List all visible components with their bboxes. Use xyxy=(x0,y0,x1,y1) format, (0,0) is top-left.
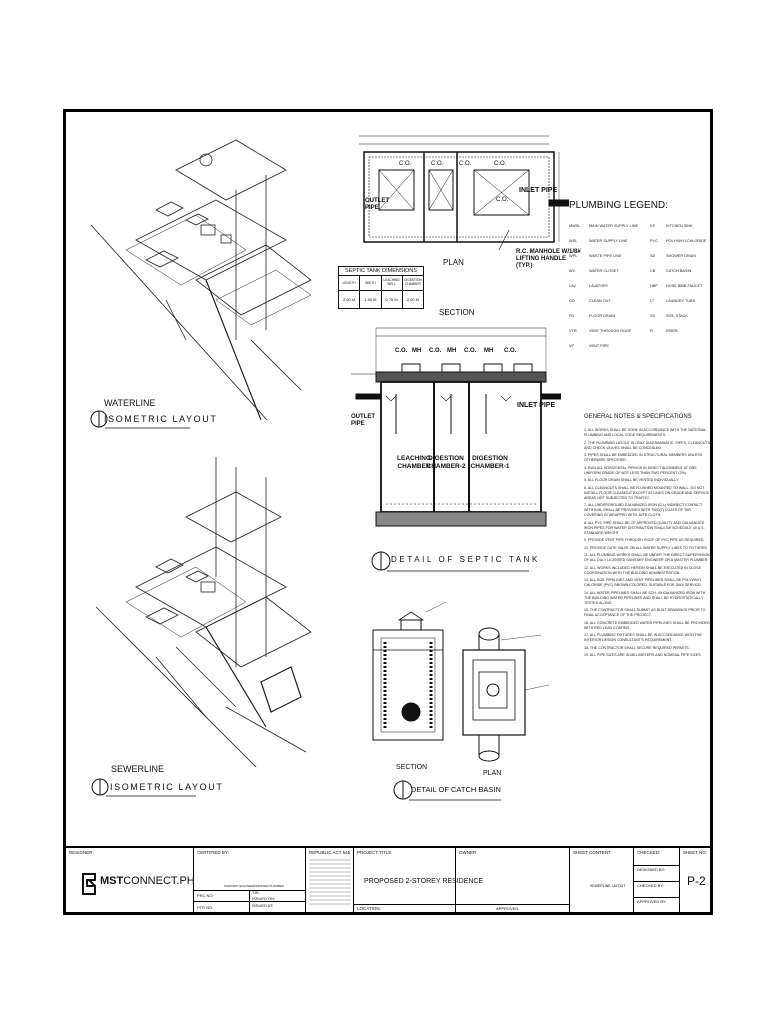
legend-item: SS SOIL STACK xyxy=(650,314,688,318)
sewerline-subtitle: ISOMETRIC LAYOUT xyxy=(110,782,224,792)
tb-issued-at-label: ISSUED AT: xyxy=(252,903,274,908)
drawing-sheet xyxy=(63,109,713,915)
tb-project-title: PROPOSED 2-STOREY RESIDENCE xyxy=(364,878,484,885)
tb-owner-cell xyxy=(456,848,570,914)
note-item: 16. ALL CONCRETE EMBEDDED WATER PIPELINES SHALL BE PROVIDED WITH RED LEAD COATING. xyxy=(584,620,710,630)
mstconnect-logo-icon xyxy=(80,870,102,896)
septic-plan-label: PLAN xyxy=(443,258,464,267)
septic-dimensions-value-row xyxy=(339,291,423,308)
note-item: 7. ALL UNDERGROUND GALVANIZED IRON (G.I.) INDIRECT CONTACT WITH SOIL SHALL BE PROVIDED WITH TWO(2) COATS OF TAR COVERING IN WRAPPED WITH JUTE CLOTH. xyxy=(584,503,703,517)
sewerline-isometric-drawing xyxy=(86,457,316,767)
title-block xyxy=(66,846,710,914)
tb-sheet-content-label: SHEET CONTENT xyxy=(573,850,611,855)
septic-dim-header-length: LENGTH xyxy=(339,276,360,290)
note-item: 18. THE CONTRACTOR SHALL SECURE REQUIRED PERMITS. xyxy=(584,645,690,650)
legend-item: FD FLOOR DRAIN xyxy=(569,314,615,318)
note-item: 10. PROVIDE GATE VALVE ON ALL WATER SUPPLY LINES TO FIXTURES. xyxy=(584,545,708,550)
septic-plan-co-1: C.O. xyxy=(399,161,412,167)
septic-plan-co-5: C.O. xyxy=(496,197,509,203)
tb-sheet-no-label: SHEET NO. xyxy=(683,850,708,855)
septic-tank-plan xyxy=(349,130,569,260)
septic-section-co-2: C.O. xyxy=(429,348,442,354)
legend-item: MWSL MAIN WATER SUPPLY LINE xyxy=(569,224,639,228)
catch-basin-section xyxy=(371,602,451,752)
tb-sheet-no: P-2 xyxy=(687,874,706,888)
septic-section-co-3: C.O. xyxy=(464,348,477,354)
tb-designed-by-label: DESIGNED BY: xyxy=(637,867,666,872)
leaching-chamber-label: LEACHING CHAMBER xyxy=(397,455,431,470)
septic-section-mh-2: MH xyxy=(447,348,457,354)
septic-dim-width: 1.50 M xyxy=(360,291,381,308)
logo-text xyxy=(100,875,195,887)
septic-dim-digestion: 2.00 M xyxy=(406,297,419,302)
note-item: 1. ALL WORKS SHALL BE DONE IN ACCORDANCE WITH THE NATIONAL PLUMBING AND LOCAL CODE REQUIREMENTS. xyxy=(584,428,706,437)
digestion-chamber-1-label: DIGESTION CHAMBER-1 xyxy=(470,455,510,470)
plumbing-legend-left xyxy=(569,224,639,359)
tb-prc-label: PRC NO: xyxy=(197,893,214,898)
legend-item: WSL WATER SUPPLY LINE xyxy=(569,239,628,243)
general-notes xyxy=(584,414,710,661)
septic-section-mh-3: MH xyxy=(484,348,494,354)
septic-section-inlet-label: INLET PIPE xyxy=(517,402,556,409)
waterline-subtitle: ISOMETRIC LAYOUT xyxy=(104,414,218,424)
tb-sheet-content-cell xyxy=(570,848,634,914)
note-item: 19. ALL PIPE SIZES ARE IN MILLIMETERS AND NOMINAL PIPE SIZES. xyxy=(584,653,702,657)
septic-tank-section xyxy=(346,324,561,534)
note-item: 14. ALL WATER PIPELINES SHALL BE SCH. 40 GALVANIZED IRON WITH THE BUILDING WATER PIPELINES AND SHALL BE HYDROSTATICALLY TESTED ALONG. xyxy=(584,590,706,605)
legend-item: SD SHOWER DRAIN xyxy=(650,254,696,258)
septic-plan-outlet-label: OUTLET PIPE xyxy=(365,198,389,211)
tb-location-label: LOCATION: xyxy=(357,906,381,911)
tb-approved-label: APPROVED: xyxy=(496,906,520,911)
septic-section-label: SECTION xyxy=(439,308,475,317)
legend-item: LAV LAVATORY xyxy=(569,284,609,288)
tb-issued-on-label: ISSUED ON: xyxy=(252,896,276,901)
septic-plan-manhole-note: R.C. MANHOLE W/1/8# LIFTING HANDLE (TYP.) xyxy=(516,249,581,269)
legend-item: WC WATER CLOSET xyxy=(569,269,619,273)
septic-section-co-1: C.O. xyxy=(395,348,408,354)
note-item: 5. ALL FLOOR DRAIN SHALL BE VENTED INDIVIDUALLY. xyxy=(584,478,680,482)
legend-item: HBF HOSE BIBB FAUCET xyxy=(650,284,703,288)
tb-approved-by-label: APPROVED BY: xyxy=(637,899,667,904)
tb-ptr-label: PTR NO: xyxy=(197,905,214,910)
tb-checked-label: CHECKED: xyxy=(637,850,661,855)
tb-designer-label: DESIGNER: xyxy=(69,850,94,855)
general-notes-title: GENERAL NOTES & SPECIFICATIONS xyxy=(584,414,692,420)
legend-item: VP VENT PIPE xyxy=(569,344,609,348)
septic-dim-length: 2.50 M xyxy=(339,291,360,308)
republic-act-fine-print xyxy=(309,858,351,910)
septic-plan-co-2: C.O. xyxy=(431,161,444,167)
note-item: 15. THE CONTRACTOR SHALL SUBMIT AS BUILT DRAWINGS PRIOR TO FINAL ACCEPTANCE OF THE PROJECT. xyxy=(584,608,706,617)
septic-section-mh-1: MH xyxy=(412,348,422,354)
tb-republic-act-label: REPUBLIC ACT 545 xyxy=(309,850,351,855)
septic-dimensions-title: SEPTIC TANK DIMENSIONS xyxy=(339,267,423,276)
note-item: 4. RUN ALL HORIZONTAL PIPINGS IN DIRECT ALIGNMENT AT ONE UNIFORM GRADE OF NOT LESS THAN TWO PERCENT (2%). xyxy=(584,465,697,475)
tb-tin-label: TIN: xyxy=(252,890,260,895)
catch-section-label: SECTION xyxy=(396,764,428,771)
tb-certified-name: SANITARY ENGINEER/MASTER PLUMBER xyxy=(224,884,284,888)
septic-dim-header-leaching: LEACHING WELL xyxy=(382,276,403,290)
legend-item: R RISER xyxy=(650,329,678,333)
septic-dimensions-header-row xyxy=(339,276,423,291)
legend-item: VTR VENT THROUGH ROOF xyxy=(569,329,632,333)
septic-section-outlet-label: OUTLET PIPE xyxy=(351,414,375,427)
note-item: 17. ALL PLUMBING FIXTURES SHALL BE IN ACCORDANCE WITH THE INTERIOR DESIGN CONSULTANT'S REQUIREMENT. xyxy=(584,633,702,642)
note-item: 8. ALL PVC PIPE SHALL BE OF APPROVED QUALITY AND GALVANIZED IRON PIPES FOR WATER DISTRIBUTION SHALL BE SCHEDULE 40 U.S. STANDARD WEIGHT. xyxy=(584,520,705,535)
septic-dim-header-digestion: DIGESTION CHAMBER xyxy=(404,278,422,286)
note-item: 9. PROVIDE VENT PIPE THROUGH ROOF OF PVC PIPE AS REQUIRED. xyxy=(584,538,705,542)
legend-item: CB CATCH BASIN xyxy=(650,269,692,273)
waterline-isometric-drawing xyxy=(86,130,316,420)
tb-checked-by-label: CHECKED BY: xyxy=(637,883,664,888)
catch-plan-label: PLAN xyxy=(483,770,502,777)
tb-sheet-no-cell xyxy=(680,848,710,914)
note-item: 11. ALL PLUMBING WORKS SHALL BE UNDER THE DIRECT SUPERVISION OF ALL DULY LICENSED SANITARY ENGINEER OR A MASTER PLUMBER. xyxy=(584,553,710,562)
septic-dim-header-width: WIDTH xyxy=(360,276,381,290)
plumbing-legend-title: PLUMBING LEGEND: xyxy=(569,200,668,211)
septic-plan-co-3: C.O. xyxy=(494,161,507,167)
note-item: 12. ALL WORKS INCLUDED HEREIN SHALL BE EXECUTED IN CLOSE COORDINATION WITH THE BUILDING ADMINISTRATION. xyxy=(584,565,701,575)
legend-item: CO CLEAN OUT xyxy=(569,299,611,303)
waterline-title: WATERLINE xyxy=(104,398,156,408)
note-item: 3. PIPES SHALL BE EMBEDDED IN STRUCTURAL MEMBERS UNLESS OTHERWISE SPECIFIED. xyxy=(584,453,703,462)
legend-item: KS KITCHEN SINK xyxy=(650,224,693,228)
catch-detail-title: DETAIL OF CATCH BASIN xyxy=(411,785,501,794)
septic-dimensions-table xyxy=(338,266,424,309)
plumbing-legend-right xyxy=(650,224,710,344)
legend-item: PVC POLYVINYLCHLORIDE xyxy=(650,239,707,243)
note-item: 13. ALL SOIL PIPELINES AND VENT PIPELINES SHALL BE POLYVINYL CHLORIDE (PVC) BROWN COLORED, SUITABLE FOR DWV SERVICE. xyxy=(584,578,702,587)
note-item: 2. THE PLUMBING LAYOUT IS ONLY DIAGRAMMATIC. PIPES, CLEANOUTS AND CHECK VALVES SHALL BE CONCEALED. xyxy=(584,440,711,450)
catch-basin-plan xyxy=(461,620,551,765)
septic-plan-co-4: C.O. xyxy=(459,161,472,167)
legend-item: LT LAUNDRY TUBS xyxy=(650,299,696,303)
digestion-chamber-2-label: DIGESTION CHAMBER-2 xyxy=(426,455,466,470)
tb-sheet-content: SEWERLINE LAYOUT xyxy=(590,884,626,888)
tb-checked-cell xyxy=(634,848,680,914)
septic-dim-leaching: 0.75 M xyxy=(382,291,403,308)
septic-plan-inlet-label: INLET PIPE xyxy=(519,187,558,194)
note-item: 6. ALL CLEANOUTS SHALL BE FLUSHED MOUNTED TO WALL. DO NOT INSTALL FLOOR CLEANOUT EXCEPT AT LINES ON GRADE AND SERVICE AREAS NOT SUBJECTED TO TRAFFIC. xyxy=(584,485,710,500)
tb-owner-label: OWNER xyxy=(459,850,477,855)
septic-detail-title: DETAIL OF SEPTIC TANK xyxy=(391,555,540,564)
tb-republic-act-cell xyxy=(306,848,354,914)
logo-text-bold: MST xyxy=(100,875,124,887)
septic-section-co-4: C.O. xyxy=(504,348,517,354)
sewerline-title: SEWERLINE xyxy=(111,764,165,774)
tb-designer-cell xyxy=(66,848,194,914)
logo-text-thin: CONNECT.PH xyxy=(123,875,195,887)
tb-certified-label: CERTIFIED BY: xyxy=(197,850,229,855)
legend-item: WPL WASTE PIPE LINE xyxy=(569,254,622,258)
tb-project-title-label: PROJECT TITLE xyxy=(357,850,392,855)
tb-certified-cell xyxy=(194,848,306,914)
